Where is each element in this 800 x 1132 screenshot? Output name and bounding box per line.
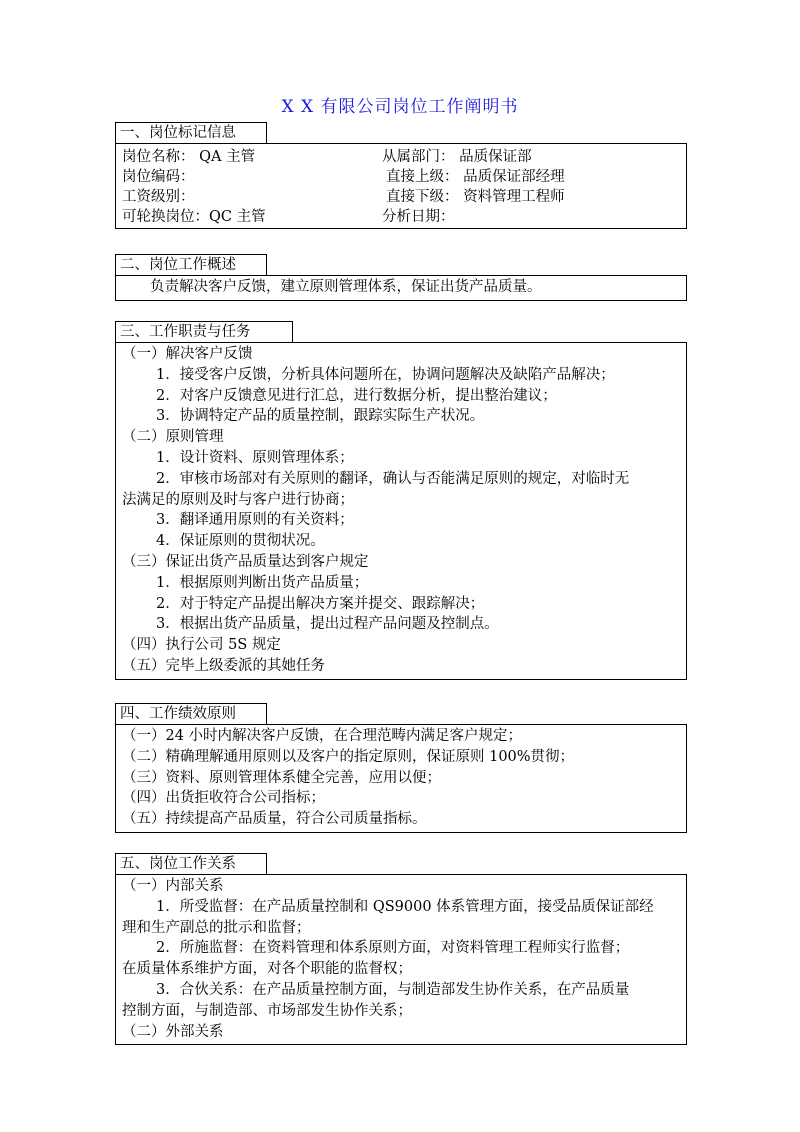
- duty-item: 1．根据原则判断出货产品质量；: [156, 574, 369, 591]
- duty-item: 2．审核市场部对有关原则的翻译，确认与否能满足原则的规定，对临时无: [156, 470, 630, 487]
- performance-item: （二）精确理解通用原则以及客户的指定原则，保证原则 100%贯彻；: [122, 748, 575, 765]
- performance-item: （四）出货拒收符合公司指标；: [122, 790, 325, 807]
- duty-group-title: （一）解决客户反馈: [122, 346, 253, 362]
- section-body: [115, 874, 687, 1045]
- duty-item: 2．对客户反馈意见进行汇总，进行数据分析，提出整治建议；: [156, 387, 557, 404]
- duty-item: 4．保证原则的贯彻状况。: [156, 533, 325, 550]
- info-right: 直接上级： 品质保证部经理: [386, 169, 565, 185]
- relation-item: 3．合伙关系：在产品质量控制方面，与制造部发生协作关系，在产品质量: [156, 981, 630, 998]
- info-row: [122, 147, 680, 167]
- duty-group-title: （三）保证出货产品质量达到客户规定: [122, 553, 369, 570]
- performance-item: （五）持续提高产品质量，符合公司质量指标。: [122, 811, 427, 828]
- relation-group-title: （一）内部关系: [122, 878, 224, 894]
- duty-item: 1．接受客户反馈，分析具体问题所在，协调问题解决及缺陷产品解决；: [156, 366, 615, 383]
- duty-item: 1．设计资料、原则管理体系；: [156, 449, 354, 466]
- section-body: [115, 275, 687, 301]
- duty-group-title: （二）原则管理: [122, 429, 224, 446]
- info-row: [122, 167, 680, 187]
- duty-item-continued: 法满足的原则及时与客户进行协商；: [122, 491, 354, 508]
- performance-item: （一）24 小时内解决客户反馈，在合理范畴内满足客户规定；: [122, 728, 523, 744]
- section-overview: [115, 254, 687, 301]
- overview-text: 负责解决客户反馈，建立原则管理体系，保证出货产品质量。: [150, 279, 542, 295]
- info-right: 直接下级： 资料管理工程师: [386, 189, 565, 205]
- info-right: 分析日期：: [382, 209, 455, 225]
- section-duties: [115, 321, 687, 680]
- section-performance: [115, 703, 687, 833]
- duty-group-title: （四）执行公司 5S 规定: [122, 637, 281, 654]
- section-header: 三、工作职责与任务: [115, 321, 293, 342]
- relation-item-continued: 在质量体系维护方面，对各个职能的监督权；: [122, 961, 412, 978]
- relation-item: 2．所施监督：在资料管理和体系原则方面，对资料管理工程师实行监督；: [156, 940, 630, 957]
- duty-item: 3．根据出货产品质量，提出过程产品问题及控制点。: [156, 616, 499, 633]
- duty-group-title: （五）完毕上级委派的其她任务: [122, 657, 325, 674]
- section-header: 五、岗位工作关系: [115, 853, 267, 874]
- section-relations: [115, 853, 687, 1045]
- section-position-info: [115, 122, 687, 229]
- relation-group-title: （二）外部关系: [122, 1023, 224, 1040]
- relation-item: 1．所受监督：在产品质量控制和 QS9000 体系管理方面，接受品质保证部经: [156, 898, 654, 915]
- section-body: [115, 143, 687, 229]
- info-row: [122, 187, 680, 207]
- info-left: 岗位名称： QA 主管: [122, 149, 256, 165]
- section-body: [115, 724, 687, 833]
- section-header: 二、岗位工作概述: [115, 254, 267, 275]
- info-left: 岗位编码：: [122, 169, 195, 185]
- info-left: 可轮换岗位：QC 主管: [122, 209, 266, 225]
- section-body: [115, 342, 687, 680]
- duty-item: 3．翻译通用原则的有关资料；: [156, 512, 354, 529]
- section-header: 四、工作绩效原则: [115, 703, 267, 724]
- info-row: [122, 207, 680, 227]
- relation-item-continued: 理和生产副总的批示和监督；: [122, 919, 311, 936]
- relation-item-continued: 控制方面，与制造部、市场部发生协作关系；: [122, 1002, 412, 1019]
- performance-item: （三）资料、原则管理体系健全完善，应用以便；: [122, 769, 441, 786]
- info-left: 工资级别：: [122, 189, 195, 205]
- info-right: 从属部门： 品质保证部: [382, 149, 532, 165]
- duty-item: 2．对于特定产品提出解决方案并提交、跟踪解决；: [156, 595, 485, 612]
- section-header: 一、岗位标记信息: [115, 122, 267, 143]
- page-title: X X 有限公司岗位工作阐明书: [281, 97, 519, 117]
- duty-item: 3．协调特定产品的质量控制，跟踪实际生产状况。: [156, 408, 485, 425]
